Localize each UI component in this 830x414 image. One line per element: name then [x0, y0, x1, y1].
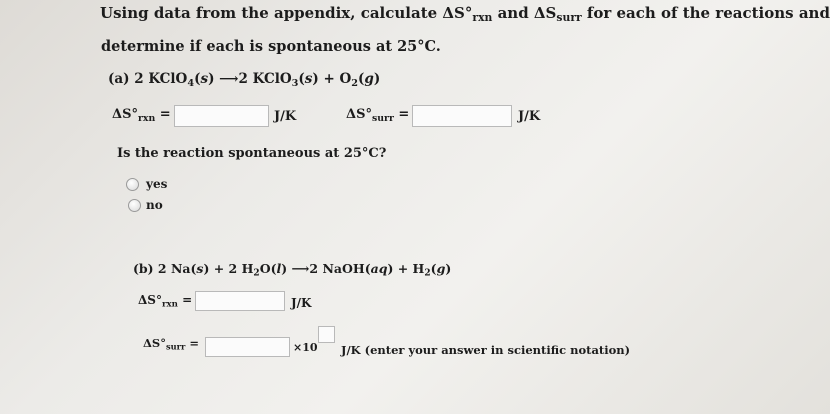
question-line-1: Using data from the appendix, calculate $\Delta S^\circ_{rxn}$ and $\Delta S_{surr}$ for each of the reactions and — [100, 4, 830, 25]
times-ten-label: ×10 — [293, 341, 318, 354]
ds-surr-mantissa-input-b[interactable] — [205, 337, 290, 357]
spontaneous-question-a: Is the reaction spontaneous at 25°C? — [117, 146, 387, 161]
ds-rxn-input-a[interactable] — [174, 105, 269, 127]
question-line-2: determine if each is spontaneous at 25°C. — [101, 38, 441, 55]
ds-rxn-label-a: $\Delta S^\circ_{rxn}$ = — [112, 107, 171, 124]
ds-rxn-input-b[interactable] — [195, 291, 285, 311]
radio-yes[interactable] — [126, 178, 139, 191]
ds-surr-input-a[interactable] — [412, 105, 512, 127]
ds-surr-label-a: $\Delta S^\circ_{surr}$ = — [346, 107, 410, 124]
ds-rxn-unit-b: J/K — [291, 296, 312, 310]
ds-surr-label-b: $\Delta S^\circ_{surr}$ = — [143, 336, 199, 352]
ds-rxn-unit-a: J/K — [274, 109, 297, 124]
reaction-a: (a) 2 KClO$_4$(s) ⟶2 KClO$_3$(s) + $O_2(g)$ — [108, 71, 381, 89]
ds-rxn-label-b: $\Delta S^\circ_{rxn}$ = — [138, 293, 193, 310]
ds-surr-unit-b: J/K (enter your answer in scientific notation) — [341, 343, 631, 357]
ds-surr-exponent-input-b[interactable] — [318, 326, 335, 343]
option-no-label: no — [146, 198, 163, 212]
radio-no[interactable] — [128, 199, 141, 212]
ds-surr-unit-a: J/K — [518, 109, 541, 124]
reaction-b: (b) 2 Na(s) + 2 $H_2O(l)$ ⟶2 NaOH(aq) + $H_2(g)$ — [133, 261, 452, 279]
option-yes-label: yes — [146, 177, 168, 191]
